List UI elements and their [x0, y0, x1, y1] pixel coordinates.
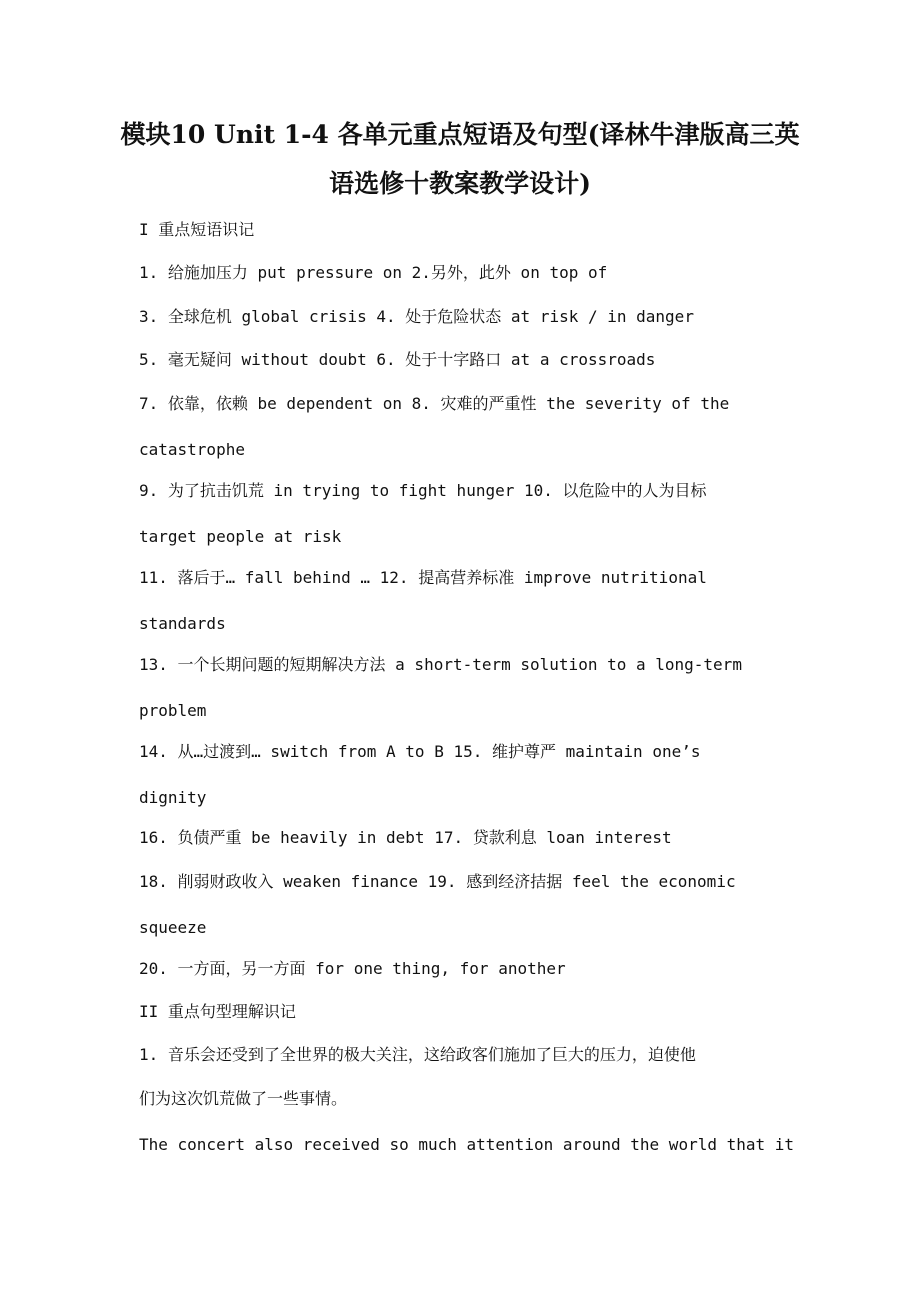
phrase-line: 13. 一个长期问题的短期解决方法 a short-term solution to a long-term: [139, 655, 742, 674]
phrase-line: 11. 落后于… fall behind … 12. 提高营养标准 improve nutritional: [139, 568, 707, 587]
phrase-line: 20. 一方面，另一方面 for one thing, for another: [139, 959, 566, 978]
phrase-line-continuation: dignity: [139, 788, 207, 807]
sentence-line: 1. 音乐会还受到了全世界的极大关注，这给政客们施加了巨大的压力，迫使他: [139, 1045, 696, 1064]
phrase-line: 5. 毫无疑问 without doubt 6. 处于十字路口 at a crossroads: [139, 350, 656, 369]
section-heading-phrases: I 重点短语识记: [139, 220, 255, 239]
phrase-line-continuation: problem: [139, 701, 207, 720]
phrase-line-continuation: standards: [139, 614, 226, 633]
document-title-line-2: 语选修十教案教学设计): [329, 169, 591, 198]
sentence-line-english: The concert also received so much attention around the world that it: [139, 1135, 795, 1154]
phrase-line: 3. 全球危机 global crisis 4. 处于危险状态 at risk / in danger: [139, 307, 694, 326]
phrase-line: 16. 负债严重 be heavily in debt 17. 贷款利息 loan interest: [139, 828, 672, 847]
phrase-line: 1. 给施加压力 put pressure on 2.另外，此外 on top of: [139, 263, 608, 282]
sentence-line-continuation: 们为这次饥荒做了一些事情。: [139, 1089, 348, 1108]
phrase-line: 18. 削弱财政收入 weaken finance 19. 感到经济拮据 feel the economic: [139, 872, 736, 891]
phrase-line-continuation: target people at risk: [139, 527, 342, 546]
phrase-line: 14. 从…过渡到… switch from A to B 15. 维护尊严 maintain one’s: [139, 742, 701, 761]
document-title-line-1: 模块10 Unit 1-4 各单元重点短语及句型(译林牛津版高三英: [120, 120, 800, 149]
phrase-line: 9. 为了抗击饥荒 in trying to fight hunger 10. 以危险中的人为目标: [139, 481, 707, 500]
phrase-line-continuation: catastrophe: [139, 440, 245, 459]
phrase-line-continuation: squeeze: [139, 918, 207, 937]
section-heading-sentences: II 重点句型理解识记: [139, 1002, 296, 1021]
phrase-line: 7. 依靠，依赖 be dependent on 8. 灾难的严重性 the severity of the: [139, 394, 730, 413]
